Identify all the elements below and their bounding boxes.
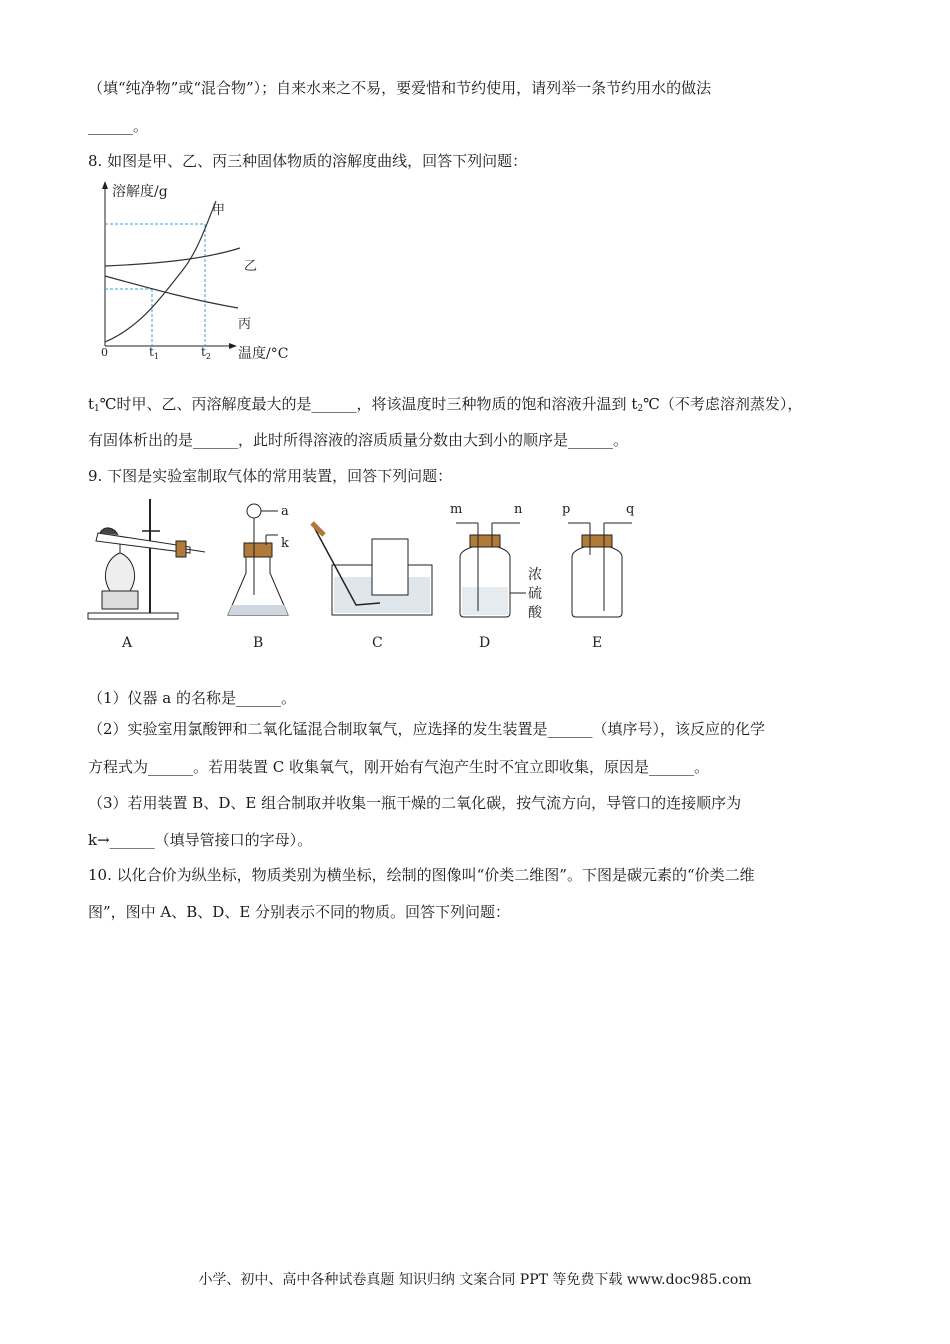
x-axis-label: 温度/°C (238, 346, 289, 362)
curve-label-jia: 甲 (212, 203, 226, 218)
apparatus-label-B: B (253, 635, 264, 651)
lab-apparatus-figure (80, 495, 650, 655)
origin-label: 0 (101, 346, 108, 359)
q7-line2: ______。 (88, 117, 149, 135)
q8-line1: $t_1℃$时甲、乙、丙溶解度最大的是______，将该温度时三种物质的饱和溶液升温到 $t_2℃$（不考虑溶剂蒸发）， (88, 395, 803, 414)
q9-part2-line2: 方程式为______。若用装置 C 收集氧气，刚开始有气泡产生时不宜立即收集，原因是______。 (88, 758, 710, 776)
q9-part3-line2: k→______（填导管接口的字母）。 (88, 831, 313, 849)
port-k: k (281, 536, 289, 551)
apparatus-E (562, 502, 634, 651)
port-p: p (562, 502, 571, 517)
apparatus-label-E: E (592, 635, 603, 651)
apparatus-label-A: A (122, 635, 133, 651)
port-n: n (514, 502, 523, 517)
curve-yi (105, 248, 240, 266)
apparatus-label-D: D (479, 635, 491, 651)
q9-part3-line1: （3）若用装置 B、D、E 组合制取并收集一瓶干燥的二氧化碳，按气流方向，导管口的连接顺序为 (88, 794, 742, 812)
port-m: m (450, 502, 463, 517)
curve-bing (105, 276, 238, 308)
apparatus-label-C: C (372, 635, 383, 651)
port-a: a (281, 504, 289, 519)
apparatus-B (228, 504, 289, 651)
t2-label: $t_2$ (201, 345, 211, 361)
page-footer: 小学、初中、高中各种试卷真题 知识归纳 文案合同 PPT 等免费下载 www.doc985.com (198, 1272, 752, 1288)
acid-label-1: 浓 (528, 567, 542, 583)
q8-line2: 有固体析出的是______，此时所得溶液的溶质质量分数由大到小的顺序是______。 (88, 431, 629, 449)
curve-jia (105, 201, 216, 342)
apparatus-A (88, 499, 205, 651)
y-axis-arrow (102, 181, 108, 189)
q10-line1: 10. 以化合价为纵坐标，物质类别为横坐标，绘制的图像叫“价类二维图”。下图是碳元素的“价类二维 (88, 866, 755, 884)
y-axis-label: 溶解度/g (112, 184, 168, 200)
curve-label-yi: 乙 (244, 259, 258, 274)
q9-part1: （1）仪器 a 的名称是______。 (88, 689, 297, 707)
x-axis-arrow (229, 343, 237, 349)
q7-line1: （填“纯净物”或“混合物”）；自来水来之不易，要爱惜和节约使用，请列举一条节约用水的做法 (88, 79, 712, 97)
q9-stem: 9. 下图是实验室制取气体的常用装置，回答下列问题： (88, 467, 453, 485)
apparatus-C (312, 523, 432, 651)
acid-label-3: 酸 (528, 605, 542, 621)
q9-part2-line1: （2）实验室用氯酸钾和二氧化锰混合制取氧气，应选择的发生装置是______（填序号），该反应的化学 (88, 720, 766, 738)
solubility-curve-figure (92, 176, 302, 368)
q8-stem: 8. 如图是甲、乙、丙三种固体物质的溶解度曲线，回答下列问题： (88, 152, 528, 170)
t1-label: $t_1$ (149, 345, 159, 361)
acid-label-2: 硫 (528, 586, 542, 602)
curve-label-bing: 丙 (238, 317, 252, 332)
port-q: q (626, 502, 635, 517)
q10-line2: 图”，图中 A、B、D、E 分别表示不同的物质。回答下列问题： (88, 903, 511, 921)
apparatus-D (450, 502, 543, 651)
